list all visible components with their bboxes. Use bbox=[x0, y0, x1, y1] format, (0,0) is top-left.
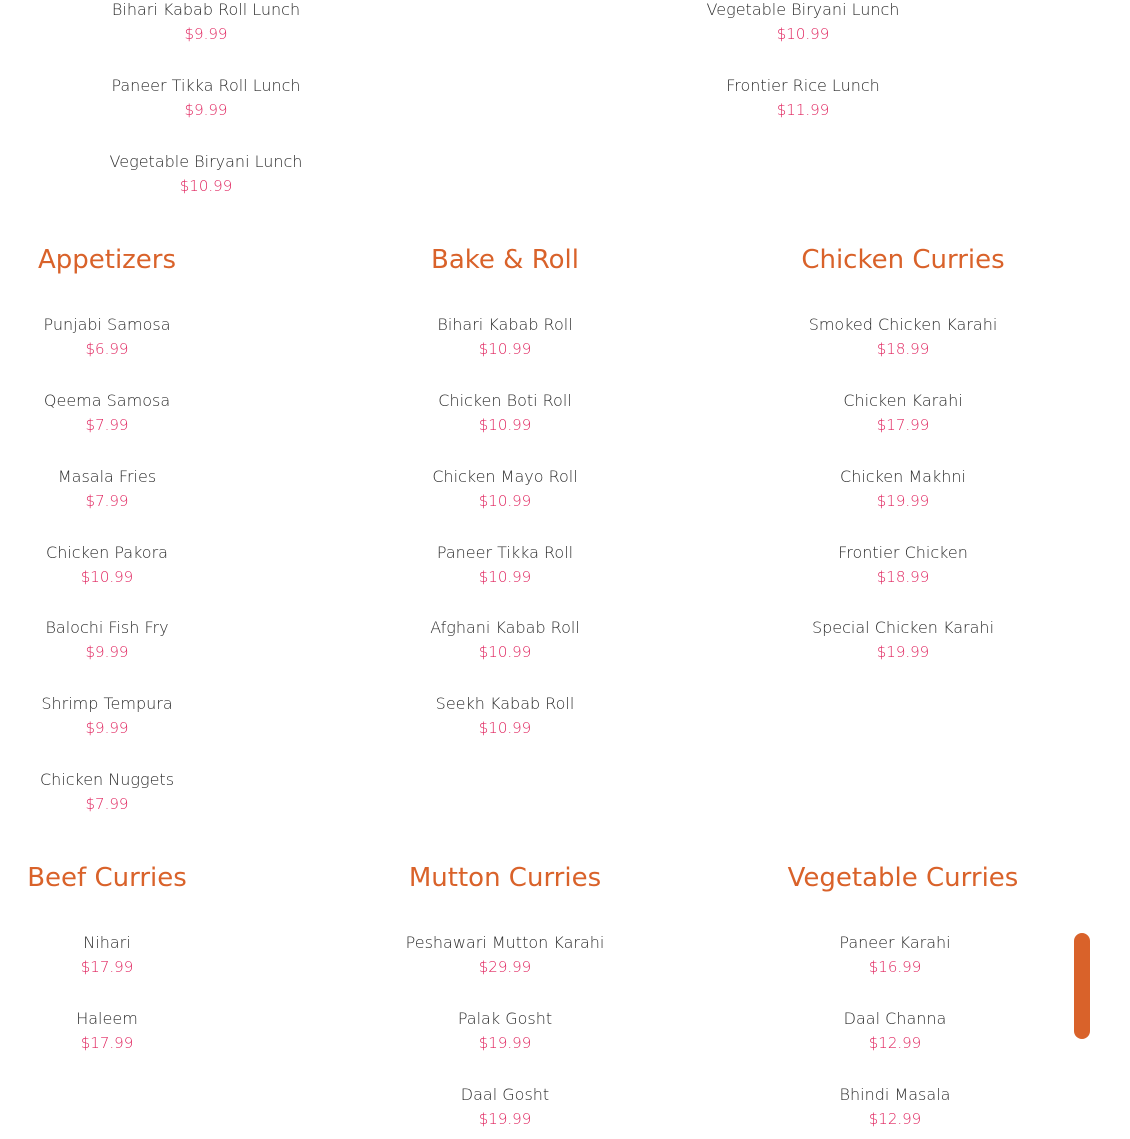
item-name: Balochi Fish Fry bbox=[45, 618, 169, 637]
item-price: $7.99 bbox=[85, 492, 129, 510]
item-price: $10.99 bbox=[80, 568, 134, 586]
item-price: $19.99 bbox=[876, 643, 930, 661]
item-price: $18.99 bbox=[876, 340, 930, 358]
item-price: $10.99 bbox=[478, 568, 532, 586]
item-price: $12.99 bbox=[868, 1110, 922, 1128]
item-name: Paneer Karahi bbox=[839, 933, 951, 952]
menu-item[interactable] bbox=[809, 315, 998, 359]
menu-item[interactable] bbox=[43, 315, 170, 359]
item-price: $10.99 bbox=[478, 340, 532, 358]
menu-item[interactable] bbox=[45, 618, 168, 662]
item-name: Bihari Kabab Roll bbox=[437, 315, 573, 334]
item-name: Peshawari Mutton Karahi bbox=[405, 933, 605, 952]
menu-item[interactable] bbox=[726, 76, 880, 120]
item-name: Chicken Karahi bbox=[843, 391, 963, 410]
item-name: Chicken Mayo Roll bbox=[432, 467, 578, 486]
section-title-chicken-curries: Chicken Curries bbox=[801, 245, 1005, 275]
item-name: Daal Gosht bbox=[460, 1085, 550, 1104]
menu-item[interactable] bbox=[41, 694, 172, 738]
menu-item[interactable] bbox=[406, 933, 605, 977]
item-name: Special Chicken Karahi bbox=[811, 618, 995, 637]
menu-item[interactable] bbox=[46, 543, 168, 587]
menu-item[interactable] bbox=[58, 467, 156, 511]
item-price: $11.99 bbox=[776, 101, 830, 119]
item-price: $9.99 bbox=[85, 719, 129, 737]
item-name: Qeema Samosa bbox=[43, 391, 171, 410]
item-name: Paneer Tikka Roll Lunch bbox=[111, 76, 301, 95]
menu-item[interactable] bbox=[44, 391, 170, 435]
item-name: Bhindi Masala bbox=[839, 1085, 951, 1104]
item-price: $18.99 bbox=[876, 568, 930, 586]
item-name: Shrimp Tempura bbox=[41, 694, 173, 713]
menu-item[interactable] bbox=[840, 467, 966, 511]
menu-item[interactable] bbox=[844, 1009, 947, 1053]
menu-item[interactable] bbox=[76, 1009, 138, 1053]
item-price: $12.99 bbox=[868, 1034, 922, 1052]
menu-item[interactable] bbox=[461, 1085, 549, 1129]
menu-item[interactable] bbox=[438, 391, 571, 435]
section-title-mutton-curries: Mutton Curries bbox=[408, 863, 602, 893]
section-title-appetizers: Appetizers bbox=[37, 245, 177, 275]
item-price: $17.99 bbox=[80, 1034, 134, 1052]
menu-item[interactable] bbox=[838, 543, 968, 587]
section-title-beef-curries: Beef Curries bbox=[27, 863, 187, 893]
section-title-bake-roll: Bake & Roll bbox=[431, 245, 579, 275]
item-price: $16.99 bbox=[868, 958, 922, 976]
item-price: $19.99 bbox=[876, 492, 930, 510]
item-name: Punjabi Samosa bbox=[43, 315, 171, 334]
item-name: Palak Gosht bbox=[457, 1009, 553, 1028]
item-price: $10.99 bbox=[776, 25, 830, 43]
item-price: $7.99 bbox=[85, 795, 129, 813]
menu-item[interactable] bbox=[430, 618, 580, 662]
item-name: Masala Fries bbox=[57, 467, 157, 486]
item-price: $10.99 bbox=[179, 177, 233, 195]
menu-item[interactable] bbox=[707, 0, 900, 44]
item-price: $19.99 bbox=[478, 1110, 532, 1128]
item-price: $9.99 bbox=[184, 25, 228, 43]
menu-item[interactable] bbox=[112, 0, 300, 44]
item-name: Chicken Pakora bbox=[46, 543, 168, 562]
floating-side-tab[interactable] bbox=[1074, 933, 1090, 1039]
menu-item[interactable] bbox=[839, 933, 950, 977]
item-name: Chicken Nuggets bbox=[39, 770, 175, 789]
menu-item[interactable] bbox=[843, 391, 962, 435]
menu-item[interactable] bbox=[81, 933, 134, 977]
item-name: Afghani Kabab Roll bbox=[430, 618, 580, 637]
item-price: $7.99 bbox=[85, 416, 129, 434]
item-name: Paneer Tikka Roll bbox=[436, 543, 574, 562]
item-price: $17.99 bbox=[80, 958, 134, 976]
menu-item[interactable] bbox=[437, 315, 572, 359]
section-title-vegetable-curries: Vegetable Curries bbox=[787, 863, 1019, 893]
menu-item[interactable] bbox=[436, 694, 575, 738]
item-price: $9.99 bbox=[85, 643, 129, 661]
menu-item[interactable] bbox=[432, 467, 577, 511]
menu-item[interactable] bbox=[110, 152, 303, 196]
item-price: $19.99 bbox=[478, 1034, 532, 1052]
item-name: Chicken Makhni bbox=[840, 467, 966, 486]
item-price: $10.99 bbox=[478, 416, 532, 434]
item-name: Seekh Kabab Roll bbox=[435, 694, 575, 713]
item-name: Chicken Boti Roll bbox=[438, 391, 572, 410]
item-name: Vegetable Biryani Lunch bbox=[706, 0, 900, 19]
menu-item[interactable] bbox=[458, 1009, 552, 1053]
item-name: Haleem bbox=[76, 1009, 138, 1028]
item-name: Nihari bbox=[83, 933, 131, 952]
item-price: $17.99 bbox=[876, 416, 930, 434]
item-name: Frontier Chicken bbox=[838, 543, 968, 562]
menu-item[interactable] bbox=[812, 618, 994, 662]
item-name: Vegetable Biryani Lunch bbox=[109, 152, 303, 171]
menu-item[interactable] bbox=[840, 1085, 951, 1129]
item-price: $29.99 bbox=[478, 958, 532, 976]
item-price: $10.99 bbox=[478, 719, 532, 737]
menu-item[interactable] bbox=[437, 543, 573, 587]
item-name: Bihari Kabab Roll Lunch bbox=[111, 0, 301, 19]
item-price: $6.99 bbox=[85, 340, 129, 358]
menu-item[interactable] bbox=[111, 76, 300, 120]
item-name: Daal Channa bbox=[843, 1009, 947, 1028]
item-name: Smoked Chicken Karahi bbox=[808, 315, 998, 334]
item-price: $10.99 bbox=[478, 643, 532, 661]
item-name: Frontier Rice Lunch bbox=[726, 76, 880, 95]
item-price: $9.99 bbox=[184, 101, 228, 119]
menu-item[interactable] bbox=[40, 770, 174, 814]
item-price: $10.99 bbox=[478, 492, 532, 510]
